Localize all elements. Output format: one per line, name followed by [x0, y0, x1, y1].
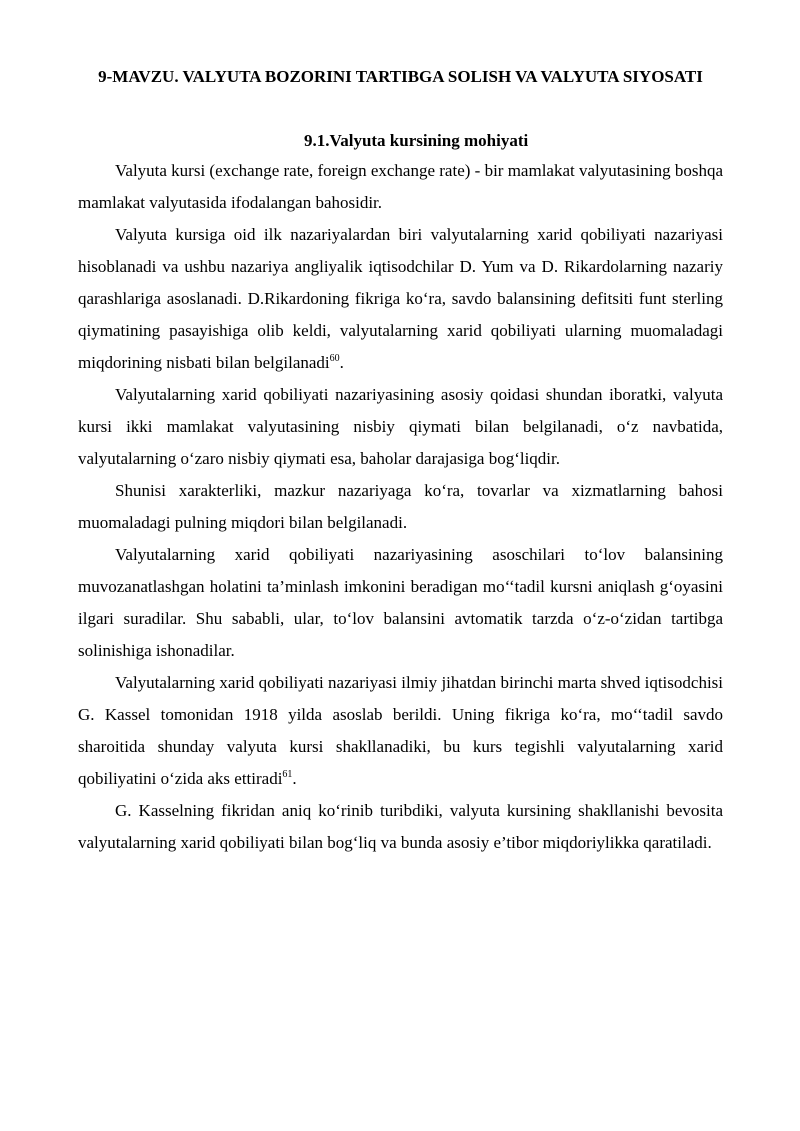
paragraph: [78, 379, 723, 475]
sentence-end: .: [292, 769, 297, 788]
paragraph-text: G. Kasselning fikridan aniq ko‘rinib turibdiki, valyuta kursining shakllanishi bevosita valyutalarning xarid qobiliyati bilan bog‘liq va bunda asosiy e’tibor miqdoriylikka qaratiladi.: [78, 801, 723, 852]
paragraph-text: Valyutalarning xarid qobiliyati nazariyasining asoschilari to‘lov balansining muvozanatlashgan holatini ta’minlash imkonini beradigan mo‘‘tadil kursni aniqlash g‘oyasini ilgari suradilar. Shu sababli, ular, to‘lov balansini avtomatik tarzda o‘z-o‘zidan tartibga solinishiga ishonadilar.: [78, 545, 723, 660]
paragraph: [78, 667, 723, 795]
footnote-ref[interactable]: 61: [282, 769, 293, 780]
paragraph: [78, 155, 723, 219]
paragraph: [78, 475, 723, 539]
paragraph-text: Valyutalarning xarid qobiliyati nazariyasi ilmiy jihatdan birinchi marta shved iqtisodchisi G. Kassel tomonidan 1918 yilda asoslab berildi. Uning fikriga ko‘ra, mo‘‘tadil savdo sharoitida shunday valyuta kursi shakllanadiki, bu kurs tegishli valyutalarning xarid qobiliyatini o‘zida aks ettiradi: [78, 673, 723, 788]
paragraph-text: Valyutalarning xarid qobiliyati nazariyasining asosiy qoidasi shundan iboratki, valyuta kursi ikki mamlakat valyutasining nisbiy qiymati bilan belgilanadi, o‘z navbatida, valyutalarning o‘zaro nisbiy qiymati esa, baholar darajasiga bog‘liqdir.: [78, 385, 723, 468]
footnote-ref[interactable]: 60: [329, 353, 340, 364]
section-title: 9.1.Valyuta kursining mohiyati: [304, 131, 529, 150]
paragraph: [78, 219, 723, 379]
paragraph: [78, 539, 723, 667]
paragraph: [78, 795, 723, 859]
sentence-end: .: [339, 353, 344, 372]
paragraph-text: Valyuta kursi (exchange rate, foreign exchange rate) - bir mamlakat valyutasining boshqa mamlakat valyutasida ifodalangan bahosidir.: [78, 161, 723, 212]
chapter-title: 9-MAVZU. VALYUTA BOZORINI TARTIBGA SOLISH VA VALYUTA SIYOSATI: [98, 67, 703, 86]
paragraph-text: Valyuta kursiga oid ilk nazariyalardan biri valyutalarning xarid qobiliyati nazariyasi hisoblanadi va ushbu nazariya angliyalik iqtisodchilar D. Yum va D. Rikardolarning nazariy qarashlariga asoslanadi. D.Rikardoning fikriga ko‘ra, savdo balansining defitsiti funt sterling qiymatining pasayishiga olib keldi, valyutalarning xarid qobiliyati ularning muomaladagi miqdorining nisbati bilan belgilanadi: [78, 225, 723, 372]
paragraph-text: Shunisi xarakterliki, mazkur nazariyaga ko‘ra, tovarlar va xizmatlarning bahosi muomaladagi pulning miqdori bilan belgilanadi.: [78, 481, 723, 532]
